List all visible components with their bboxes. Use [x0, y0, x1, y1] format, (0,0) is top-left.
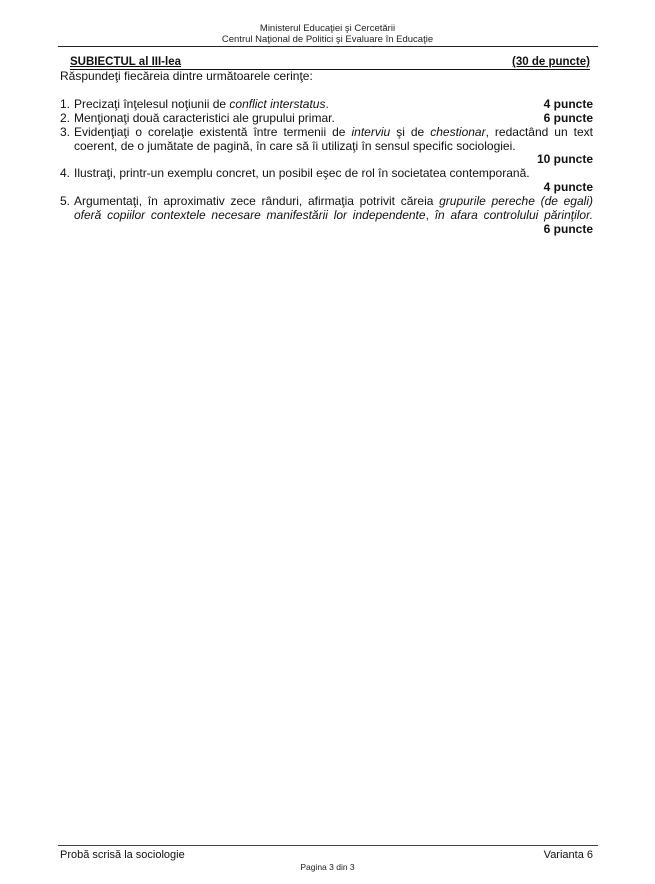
text-segment: Precizaţi înţelesul noţiunii de [74, 97, 230, 111]
question-text [74, 194, 593, 222]
instruction-text: Răspundeţi fiecăreia dintre următoarele cerinţe: [60, 69, 313, 83]
question-text: Menţionaţi două caracteristici ale grupului primar. [74, 111, 335, 125]
italic-term: oferă copiilor contextele necesare manifestării lor independente [74, 208, 426, 222]
question-text [74, 125, 593, 153]
footer-exam-name: Probă scrisă la sociologie [60, 849, 185, 861]
question-1-points: 4 puncte [543, 97, 593, 111]
italic-term: grupurile pereche (de egali) [439, 194, 593, 208]
subject-title: SUBIECTUL al III-lea [70, 56, 181, 68]
question-number: 4. [60, 166, 71, 180]
text-segment: . [325, 97, 329, 111]
text-segment: , redactând un text [485, 125, 594, 139]
question-2-points: 6 puncte [543, 111, 593, 125]
text-segment: Argumentaţi, în aproximativ zece rânduri, afirmaţia potrivit căreia [74, 194, 440, 208]
footer-divider [58, 845, 598, 846]
question-number: 3. [60, 125, 71, 139]
subject-points: (30 de puncte) [512, 56, 590, 68]
question-number: 2. [60, 111, 71, 125]
header-center: Centrul Naţional de Politici şi Evaluare în Educaţie [221, 34, 434, 45]
text-segment: . [589, 208, 594, 222]
question-text [74, 97, 593, 111]
text-line [74, 125, 593, 139]
footer-variant: Varianta 6 [543, 849, 593, 861]
header-divider [58, 46, 598, 47]
italic-term: conflict interstatus [229, 97, 326, 111]
italic-term: în afara controlului părinţilor [434, 208, 590, 222]
italic-term: interviu [351, 125, 391, 139]
question-3-points: 10 puncte [536, 152, 593, 166]
subject-heading-row [70, 55, 590, 70]
question-4-points: 4 puncte [543, 180, 593, 194]
italic-term: chestionar [430, 125, 486, 139]
question-number: 1. [60, 97, 71, 111]
text-line: coerent, de o jumătate de pagină, în care să îi utilizaţi în sensul specific sociologiei. [74, 139, 516, 153]
question-5-points: 6 puncte [543, 222, 593, 236]
header-ministry: Ministerul Educaţiei şi Cercetării [259, 23, 396, 34]
text-line [74, 194, 593, 208]
question-text: Ilustraţi, printr-un exemplu concret, un posibil eşec de rol în societatea contemporană. [74, 166, 530, 180]
text-segment: Evidenţiaţi o corelaţie existentă între termenii de [74, 125, 352, 139]
text-line [74, 208, 593, 222]
question-number: 5. [60, 194, 71, 208]
text-segment: şi de [390, 125, 431, 139]
footer-page-number: Pagina 3 din 3 [300, 862, 355, 872]
text-segment: , [425, 208, 435, 222]
